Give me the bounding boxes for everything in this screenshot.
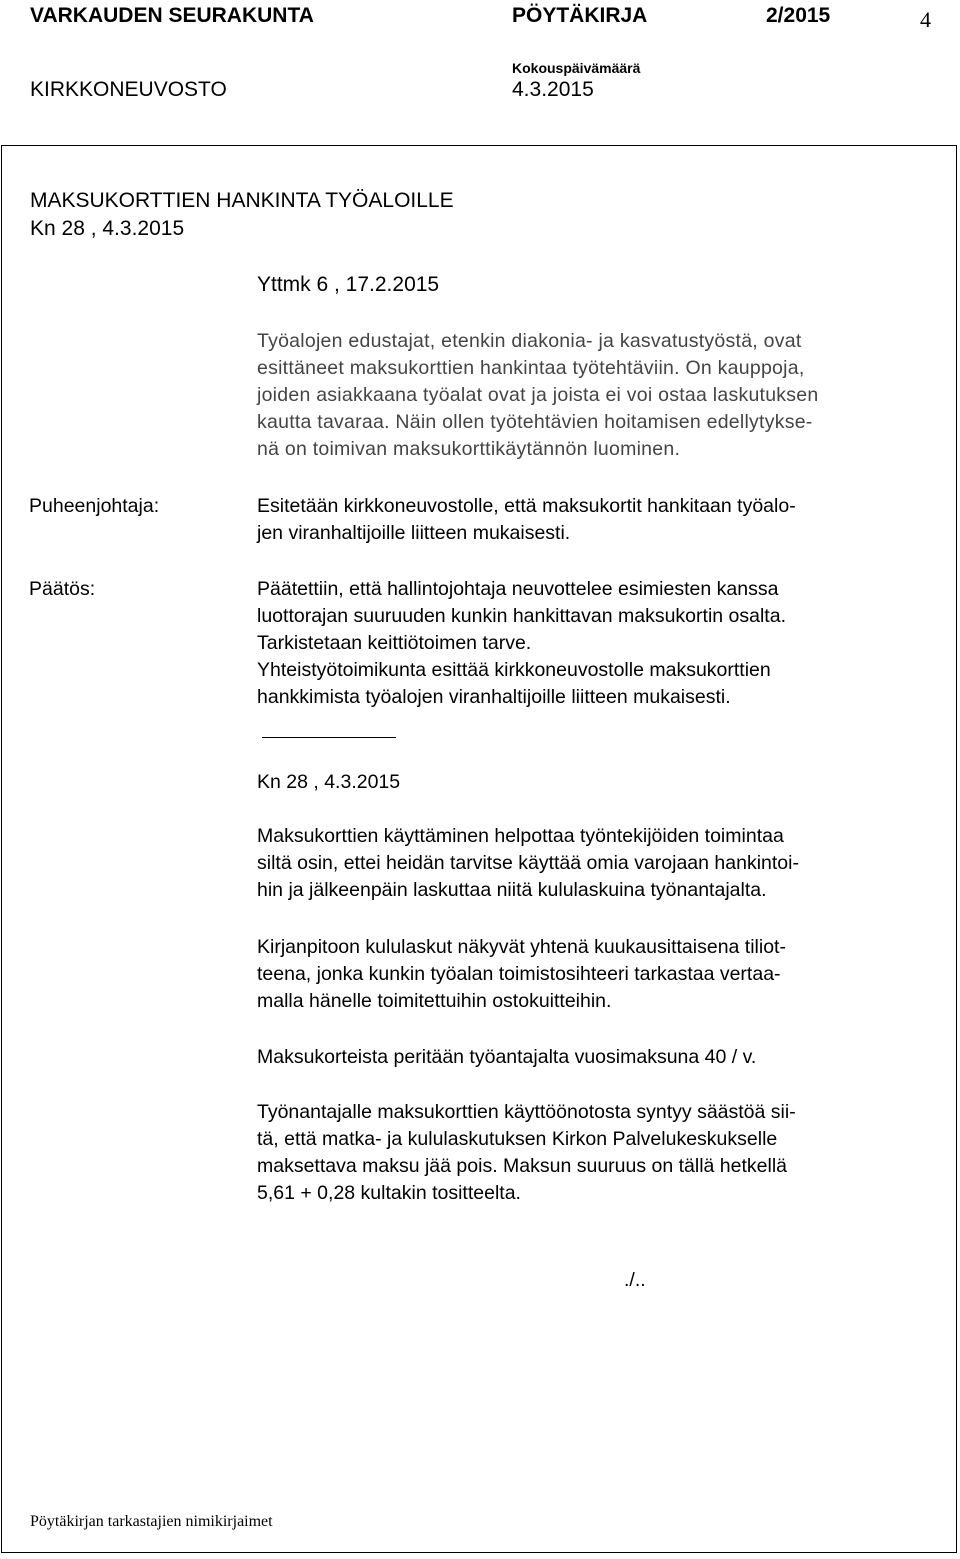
meeting-date: 4.3.2015 (512, 78, 594, 101)
meeting-date-label: Kokouspäivämäärä (512, 60, 641, 76)
kn-reference: Kn 28 , 4.3.2015 (257, 771, 401, 793)
case-reference: Kn 28 , 4.3.2015 (30, 217, 185, 240)
kn-paragraph-1: Maksukorttien käyttäminen helpottaa työntekijöiden toimintaa siltä osin, ettei heidän tarvitse käyttää omia varojaan hankintoi- hin ja jälkeenpäin laskuttaa niitä kululaskuina työnantajalta. (257, 825, 799, 901)
governing-body: KIRKKONEUVOSTO (30, 78, 227, 101)
page-number: 4 (920, 7, 931, 32)
footer-initials-label: Pöytäkirjan tarkastajien nimikirjaimet (30, 1513, 273, 1530)
decision-text: Päätettiin, että hallintojohtaja neuvottelee esimiesten kanssa luottorajan suuruuden kunkin hankittavan maksukortin osalta. Tarkistetaan keittiötoimen tarve. Yhteistyötoimikunta esittää kirkkoneuvostolle maksukorttien hankkimista työalojen viranhaltijoille liitteen mukaisesti. (257, 578, 786, 708)
document-number: 2/2015 (766, 4, 831, 27)
document-type: PÖYTÄKIRJA (512, 4, 648, 27)
prep-reference: Yttmk 6 , 17.2.2015 (257, 273, 440, 296)
kn-paragraph-3: Maksukorteista peritään työantajalta vuosimaksuna 40 / v. (257, 1046, 757, 1068)
decision-label: Päätös: (29, 578, 96, 600)
kn-paragraph-4: Työnantajalle maksukorttien käyttöönotosta syntyy säästöä sii- tä, että matka- ja kululaskutuksen Kirkon Palvelukeskukselle maksettava maksu jää pois. Maksun suuruus on tällä hetkellä 5,61 + 0,28 kultakin tositteelta. (257, 1101, 796, 1204)
prep-paragraph: Työalojen edustajat, etenkin diakonia- ja kasvatustyöstä, ovat esittäneet maksukorttien hankintaa työtehtäviin. On kauppoja, joiden asiakkaana työalat ovat ja joista ei voi ostaa laskutuksen kautta tavaraa. Näin ollen työtehtävien hoitamisen edellytykse- nä on toimivan maksukorttikäytännön luominen. (257, 330, 819, 460)
org-name: VARKAUDEN SEURAKUNTA (30, 4, 314, 27)
case-title: MAKSUKORTTIEN HANKINTA TYÖALOILLE (30, 189, 454, 212)
continued-marker: ./.. (624, 1269, 646, 1291)
chair-label: Puheenjohtaja: (29, 495, 160, 517)
separator-line (262, 737, 396, 738)
kn-paragraph-2: Kirjanpitoon kululaskut näkyvät yhtenä kuukausittaisena tiliot- teena, jonka kunkin työalan toimistosihteeri tarkastaa vertaa- malla hänelle toimitettuihin ostokuitteihin. (257, 936, 786, 1012)
chair-proposal: Esitetään kirkkoneuvostolle, että maksukortit hankitaan työalo- jen viranhaltijoille liitteen mukaisesti. (257, 495, 796, 544)
